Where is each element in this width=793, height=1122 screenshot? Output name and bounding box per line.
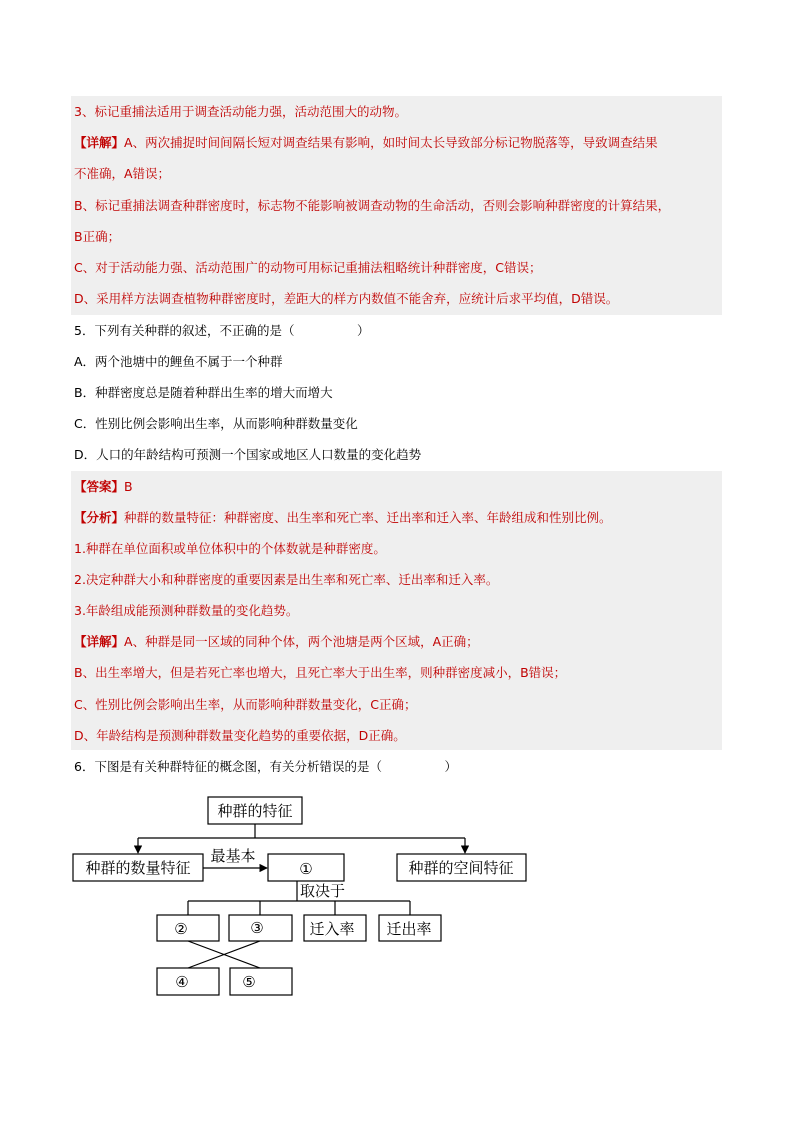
block1-line-5: B正确；	[74, 229, 121, 244]
question-5-option-c: C．性别比例会影响出生率，从而影响种群数量变化	[74, 416, 358, 431]
analysis-tag: 【分析】	[74, 510, 125, 525]
root-label: 种群的特征	[217, 802, 293, 820]
detail-line-c: C、性别比例会影响出生率，从而影响种群数量变化，C正确；	[74, 697, 417, 712]
left-label: 种群的数量特征	[85, 859, 191, 877]
detail-line-d: D、年龄结构是预测种群数量变化趋势的重要依据，D正确。	[74, 728, 406, 743]
detail-a: A、种群是同一区域的同种个体，两个池塘是两个区域，A正确；	[124, 634, 479, 649]
label-immigration: 迁入率	[309, 920, 355, 938]
label-4: ④	[175, 973, 189, 991]
center-label: ①	[299, 860, 313, 878]
analysis-point-2: 2.决定种群大小和种群密度的重要因素是出生率和死亡率、迁出率和迁入率。	[74, 572, 499, 587]
block1-line-1: 3、标记重捕法适用于调查活动能力强，活动范围大的动物。	[74, 104, 407, 119]
answer-tag: 【答案】	[74, 479, 125, 494]
label-5: ⑤	[242, 973, 256, 991]
depends-label: 取决于	[300, 882, 346, 900]
question-5-option-b: B．种群密度总是随着种群出生率的增大而增大	[74, 385, 333, 400]
block1-line-3: 不准确，A错误；	[74, 166, 171, 181]
label-emigration: 迁出率	[386, 920, 432, 938]
detail-line-b: B、出生率增大，但是若死亡率也增大，且死亡率大于出生率，则种群密度减小，B错误；	[74, 665, 567, 680]
right-label: 种群的空间特征	[408, 859, 514, 877]
analysis-point-1: 1.种群在单位面积或单位体积中的个体数就是种群密度。	[74, 541, 386, 556]
question-6-stem: 6．下图是有关种群特征的概念图，有关分析错误的是（ ）	[74, 759, 457, 774]
block1-line-7: D、采用样方法调查植物种群密度时，差距大的样方内数值不能舍弃，应统计后求平均值，D错误。	[74, 291, 619, 306]
analysis-text: 种群的数量特征：种群密度、出生率和死亡率、迁出率和迁入率、年龄组成和性别比例。	[124, 510, 612, 525]
detail-tag-2: 【详解】	[74, 634, 125, 649]
block1-line-6: C、对于活动能力强、活动范围广的动物可用标记重捕法粗略统计种群密度，C错误；	[74, 260, 542, 275]
block1-line-4: B、标记重捕法调查种群密度时，标志物不能影响被调查动物的生命活动，否则会影响种群密度的计算结果，	[74, 198, 671, 213]
question-5-option-d: D．人口的年龄结构可预测一个国家或地区人口数量的变化趋势	[74, 447, 422, 462]
detail-tag: 【详解】	[74, 135, 125, 150]
box-2	[157, 915, 219, 941]
label-3: ③	[250, 919, 264, 937]
label-2: ②	[174, 920, 188, 938]
box-5	[230, 968, 292, 995]
analysis-point-3: 3.年龄组成能预测种群数量的变化趋势。	[74, 603, 299, 618]
question-5-stem: 5．下列有关种群的叙述，不正确的是（ ）	[74, 323, 370, 338]
edge-label-basic: 最基本	[210, 847, 256, 865]
answer-value: B	[124, 479, 133, 494]
detail-text: A、两次捕捉时间间隔长短对调查结果有影响，如时间太长导致部分标记物脱落等，导致调查结果	[124, 135, 658, 150]
question-5-option-a: A．两个池塘中的鲤鱼不属于一个种群	[74, 354, 283, 369]
